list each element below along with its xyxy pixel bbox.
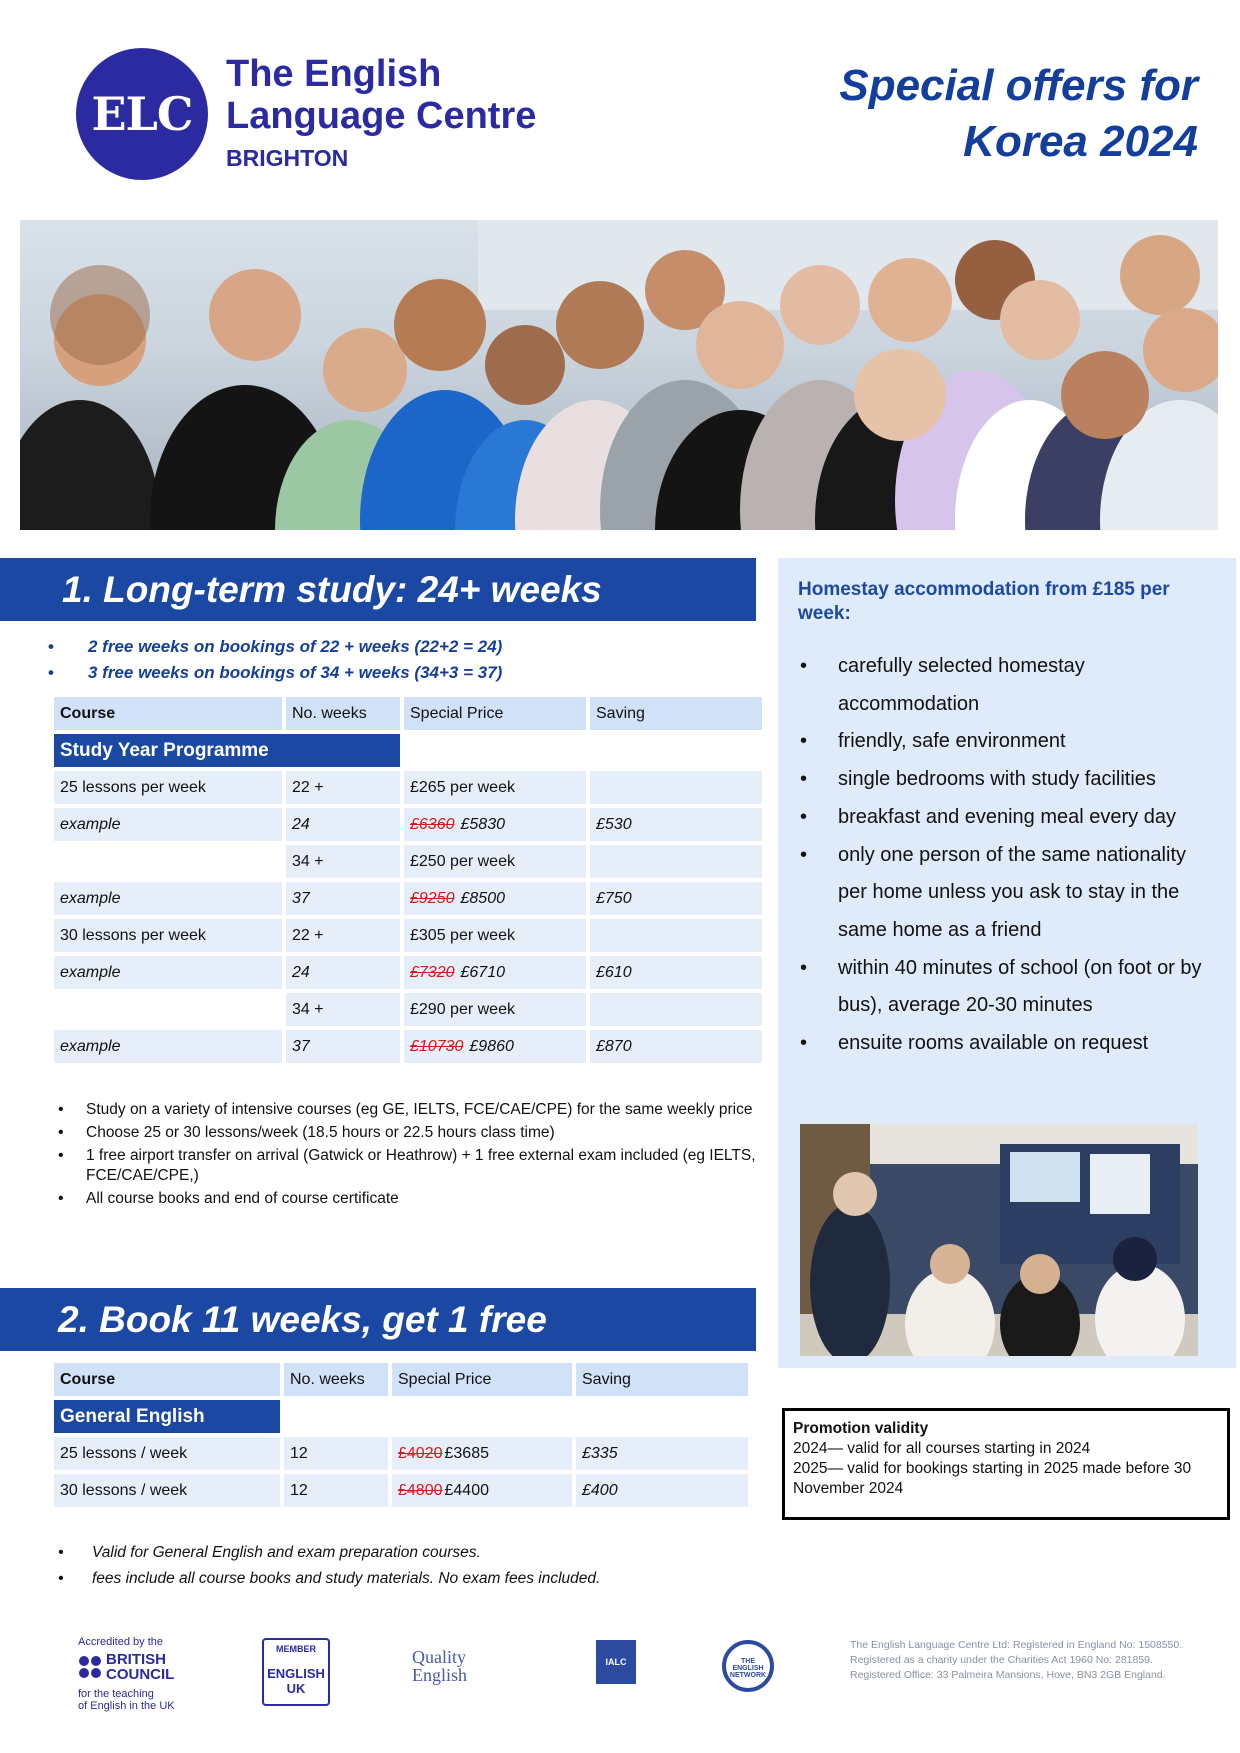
logo-line-3: BRIGHTON — [226, 145, 349, 171]
reg-line-3: Registered Office: 33 Palmeira Mansions, Hove, BN3 2GB England. — [850, 1669, 1166, 1681]
promotion-validity-box — [782, 1408, 1230, 1520]
cell-weeks: 12 — [284, 1437, 388, 1470]
programme-row — [54, 1400, 748, 1433]
elc-logo — [76, 48, 536, 180]
cell-price — [392, 1474, 572, 1507]
cell-saving — [590, 993, 762, 1026]
ialc-logo: IALC — [596, 1640, 636, 1684]
note-item: • Choose 25 or 30 lessons/week (18.5 hours or 22.5 hours class time) — [58, 1123, 758, 1143]
old-price: £4800 — [398, 1481, 443, 1499]
quality-english-logo — [412, 1648, 467, 1684]
col-weeks-header: No. weeks — [284, 1363, 388, 1396]
col-saving-header: Saving — [590, 697, 762, 730]
logo-line-1: The English — [226, 53, 442, 95]
col-course-header: Course — [54, 1363, 280, 1396]
homestay-list — [796, 648, 1216, 1063]
table-row — [54, 808, 762, 841]
table-row — [54, 845, 762, 878]
note-item: • Study on a variety of intensive courses (eg GE, IELTS, FCE/CAE/CPE) for the same weekly price — [58, 1100, 758, 1120]
cell-course: example — [54, 808, 282, 841]
cell-saving — [590, 919, 762, 952]
cell-course — [54, 845, 282, 878]
new-price: £8500 — [460, 889, 505, 907]
cell-saving: £335 — [576, 1437, 748, 1470]
general-english-price-table — [50, 1359, 752, 1511]
cell-weeks: 24 — [286, 956, 400, 989]
bc-top: Accredited by the — [78, 1636, 163, 1648]
logo-mark-text: ELC — [91, 87, 193, 141]
cell-course: 25 lessons / week — [54, 1437, 280, 1470]
registration-info — [850, 1638, 1182, 1683]
validity-line-2024: 2024— valid for all courses starting in 2024 — [793, 1440, 1091, 1457]
british-council-logo — [78, 1636, 175, 1712]
english-uk-logo — [262, 1638, 330, 1706]
cell-weeks: 37 — [286, 1030, 400, 1063]
new-price: £4400 — [444, 1481, 489, 1499]
table-header-row — [54, 1363, 748, 1396]
note-item: • fees include all course books and study materials. No exam fees included. — [58, 1569, 758, 1589]
section-1-offers — [48, 634, 502, 686]
cell-price — [392, 1437, 572, 1470]
homestay-title: Homestay accommodation from £185 per week: — [798, 579, 1170, 624]
programme-label: General English — [54, 1400, 280, 1433]
old-price: £6360 — [410, 815, 455, 833]
homestay-item: • only one person of the same nationality per home unless you ask to stay in the same home as a friend — [796, 837, 1216, 950]
cell-weeks: 37 — [286, 882, 400, 915]
col-course-header: Course — [54, 697, 282, 730]
old-price: £10730 — [410, 1037, 464, 1055]
cell-price: £250 per week — [404, 845, 586, 878]
cell-price: £290 per week — [404, 993, 586, 1026]
col-price-header: Special Price — [392, 1363, 572, 1396]
cell-price — [404, 808, 586, 841]
cell-weeks: 24 — [286, 808, 400, 841]
page-title-line-2: Korea 2024 — [963, 117, 1198, 166]
group-photo-people — [20, 220, 1218, 530]
cell-course: 30 lessons per week — [54, 919, 282, 952]
euk-member: MEMBER — [276, 1644, 316, 1654]
new-price: £6710 — [460, 963, 505, 981]
homestay-item: • breakfast and evening meal every day — [796, 799, 1216, 837]
cell-course — [54, 993, 282, 1026]
bc-dots-icon — [78, 1655, 102, 1679]
col-saving-header: Saving — [576, 1363, 748, 1396]
new-price: £9860 — [469, 1037, 514, 1055]
qe-line-2: English — [412, 1665, 468, 1685]
cell-price: £265 per week — [404, 771, 586, 804]
cell-saving: £750 — [590, 882, 762, 915]
cell-price — [404, 1030, 586, 1063]
table-row — [54, 1030, 762, 1063]
section-2-notes — [58, 1543, 758, 1595]
note-item: • Valid for General English and exam preparation courses. — [58, 1543, 758, 1563]
validity-line-2025: 2025— valid for bookings starting in 2025 made before 30 November 2024 — [793, 1460, 1192, 1497]
section-2-heading: 2. Book 11 weeks, get 1 free — [0, 1288, 756, 1351]
page-title — [839, 58, 1198, 170]
section-1-notes — [58, 1100, 758, 1212]
table-row — [54, 993, 762, 1026]
programme-row — [54, 734, 762, 767]
page-title-line-1: Special offers for — [839, 61, 1198, 110]
old-price: £9250 — [410, 889, 455, 907]
table-row — [54, 882, 762, 915]
table-row — [54, 1437, 748, 1470]
table-row — [54, 956, 762, 989]
reg-line-2: Registered as a charity under the Charities Act 1960 No: 281859. — [850, 1654, 1153, 1666]
programme-spacer — [284, 1400, 748, 1433]
homestay-item: • ensuite rooms available on request — [796, 1025, 1216, 1063]
cell-course: 25 lessons per week — [54, 771, 282, 804]
classroom-photo — [800, 1124, 1198, 1356]
bc-name-2: COUNCIL — [106, 1666, 175, 1683]
table-row — [54, 1474, 748, 1507]
cell-saving — [590, 845, 762, 878]
cell-weeks: 34 + — [286, 845, 400, 878]
note-item: • 1 free airport transfer on arrival (Gatwick or Heathrow) + 1 free external exam included (eg IELTS, FCE/CAE/CPE,) — [58, 1146, 758, 1186]
homestay-item: • single bedrooms with study facilities — [796, 761, 1216, 799]
cell-weeks: 22 + — [286, 919, 400, 952]
footer — [0, 1628, 1240, 1718]
new-price: £3685 — [444, 1444, 489, 1462]
col-price-header: Special Price — [404, 697, 586, 730]
section-1-heading: 1. Long-term study: 24+ weeks — [0, 558, 756, 621]
old-price: £7320 — [410, 963, 455, 981]
bc-sub-1: for the teaching — [78, 1688, 154, 1700]
cell-course: example — [54, 1030, 282, 1063]
programme-spacer — [404, 734, 762, 767]
qe-line-1: Quality — [412, 1647, 466, 1667]
cell-course: example — [54, 956, 282, 989]
old-price: £4020 — [398, 1444, 443, 1462]
table-row — [54, 771, 762, 804]
cell-saving: £610 — [590, 956, 762, 989]
offer-item: • 2 free weeks on bookings of 22 + weeks (22+2 = 24) — [48, 634, 502, 660]
logo-mark — [76, 48, 208, 180]
offer-item: • 3 free weeks on bookings of 34 + weeks (34+3 = 37) — [48, 660, 502, 686]
note-item: • All course books and end of course certificate — [58, 1189, 758, 1209]
cell-price — [404, 882, 586, 915]
cell-price: £305 per week — [404, 919, 586, 952]
euk-name-2: UK — [286, 1681, 306, 1696]
group-photo — [20, 220, 1218, 530]
reg-line-1: The English Language Centre Ltd: Registered in England No: 1508550. — [850, 1639, 1183, 1651]
classroom-photo-drawing — [800, 1124, 1198, 1356]
cell-saving: £400 — [576, 1474, 748, 1507]
cell-weeks: 22 + — [286, 771, 400, 804]
cell-saving: £870 — [590, 1030, 762, 1063]
cell-saving: £530 — [590, 808, 762, 841]
programme-label: Study Year Programme — [54, 734, 400, 767]
logo-wordmark — [226, 53, 536, 175]
homestay-item: • within 40 minutes of school (on foot or by bus), average 20-30 minutes — [796, 950, 1216, 1025]
col-weeks-header: No. weeks — [286, 697, 400, 730]
euk-name-1: ENGLISH — [267, 1666, 325, 1681]
cell-weeks: 12 — [284, 1474, 388, 1507]
cell-course: example — [54, 882, 282, 915]
cell-weeks: 34 + — [286, 993, 400, 1026]
english-network-logo: THE ENGLISH NETWORK — [722, 1640, 774, 1692]
cell-price — [404, 956, 586, 989]
validity-title: Promotion validity — [793, 1420, 929, 1437]
new-price: £5830 — [460, 815, 505, 833]
long-term-price-table — [50, 693, 766, 1067]
table-row — [54, 919, 762, 952]
cell-course: 30 lessons / week — [54, 1474, 280, 1507]
table-header-row — [54, 697, 762, 730]
homestay-item: • friendly, safe environment — [796, 723, 1216, 761]
bc-sub-2: of English in the UK — [78, 1700, 175, 1712]
homestay-item: • carefully selected homestay accommodation — [796, 648, 1216, 723]
cell-saving — [590, 771, 762, 804]
bc-name-1: BRITISH — [106, 1651, 166, 1668]
logo-line-2: Language Centre — [226, 95, 537, 137]
